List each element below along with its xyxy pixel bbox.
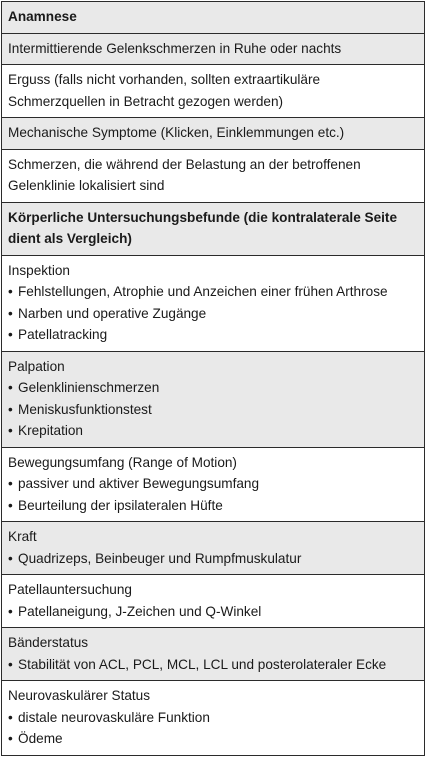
list-item (8, 377, 418, 399)
section-header-anamnese (2, 2, 425, 34)
list-item (8, 728, 418, 750)
list-item-text: Beurteilung der ipsilateralen Hüfte (18, 497, 223, 513)
list-item (8, 601, 418, 623)
list-item (8, 473, 418, 495)
section-title: Palpation (8, 358, 65, 374)
section-baenderstatus (2, 628, 425, 681)
section-kraft (2, 522, 425, 575)
header-text-line: dient als Vergleich) (8, 231, 132, 246)
bullet-icon: • (8, 284, 13, 299)
table-row (2, 149, 425, 202)
bullet-icon: • (8, 550, 13, 566)
section-title: Patellauntersuchung (8, 582, 132, 597)
table-row (2, 522, 425, 575)
cell-text-line: Schmerzquellen in Betracht gezogen werden) (8, 93, 284, 109)
bullet-icon: • (8, 497, 13, 513)
list-item (8, 420, 418, 442)
list-item (8, 303, 418, 325)
cell-text: Mechanische Symptome (Klicken, Einklemmungen etc.) (8, 125, 345, 140)
bullet-icon: • (8, 731, 13, 746)
section-palpation (2, 351, 425, 447)
bullet-icon: • (8, 401, 13, 417)
header-text: Anamnese (8, 9, 77, 24)
section-title: Neurovaskulärer Status (8, 688, 151, 703)
list-item-text: Ödeme (18, 731, 63, 746)
list-item-text: Patellaneigung, J-Zeichen und Q-Winkel (18, 603, 262, 619)
list-item-text: Krepitation (18, 423, 83, 438)
list-item (8, 707, 418, 729)
list-item (8, 281, 418, 303)
clinical-table (1, 1, 425, 756)
bullet-icon: • (8, 476, 13, 491)
table-row (2, 681, 425, 756)
cell-text: Intermittierende Gelenkschmerzen in Ruhe oder nachts (8, 40, 342, 56)
section-patellauntersuchung (2, 575, 425, 628)
list-item (8, 654, 418, 676)
table-cell (2, 33, 425, 65)
section-neurovaskulaer (2, 681, 425, 756)
section-inspektion (2, 255, 425, 351)
table-row (2, 447, 425, 522)
bullet-icon: • (8, 305, 13, 321)
section-title: Kraft (8, 529, 37, 544)
section-header-exam (2, 202, 425, 255)
table-row (2, 2, 425, 34)
list-item (8, 548, 418, 570)
cell-text-line: Gelenklinie lokalisiert sind (8, 178, 165, 193)
list-item-text: Fehlstellungen, Atrophie und Anzeichen einer frühen Arthrose (18, 284, 388, 299)
header-text-line: Körperliche Untersuchungsbefunde (die kontralaterale Seite (8, 209, 398, 225)
table-row (2, 628, 425, 681)
section-title: Inspektion (8, 262, 70, 278)
section-bewegungsumfang (2, 447, 425, 522)
table-cell (2, 65, 425, 118)
table-row (2, 65, 425, 118)
cell-text-line: Schmerzen, die während der Belastung an der betroffenen (8, 156, 361, 172)
table-row (2, 351, 425, 447)
list-item-text: Meniskusfunktionstest (18, 401, 152, 417)
table-row (2, 118, 425, 150)
bullet-icon: • (8, 423, 13, 438)
table-cell (2, 149, 425, 202)
bullet-icon: • (8, 380, 13, 395)
bullet-icon: • (8, 603, 13, 619)
table-row (2, 575, 425, 628)
section-title: Bänderstatus (8, 635, 89, 650)
bullet-icon: • (8, 327, 13, 342)
table-row (2, 33, 425, 65)
list-item-text: passiver und aktiver Bewegungsumfang (18, 476, 260, 491)
cell-text-line: Erguss (falls nicht vorhanden, sollten extraartikuläre (8, 72, 321, 87)
list-item (8, 399, 418, 421)
list-item-text: distale neurovaskuläre Funktion (18, 709, 210, 725)
table-cell (2, 118, 425, 150)
table-row (2, 202, 425, 255)
bullet-icon: • (8, 656, 13, 672)
table-row (2, 255, 425, 351)
list-item-text: Quadrizeps, Beinbeuger und Rumpfmuskulatur (18, 550, 302, 566)
section-title: Bewegungsumfang (Range of Motion) (8, 454, 237, 470)
list-item (8, 495, 418, 517)
list-item-text: Narben und operative Zugänge (18, 305, 207, 321)
bullet-icon: • (8, 709, 13, 725)
list-item (8, 324, 418, 346)
list-item-text: Stabilität von ACL, PCL, MCL, LCL und posterolateraler Ecke (18, 656, 387, 672)
list-item-text: Gelenklinienschmerzen (18, 380, 160, 395)
list-item-text: Patellatracking (18, 327, 108, 342)
